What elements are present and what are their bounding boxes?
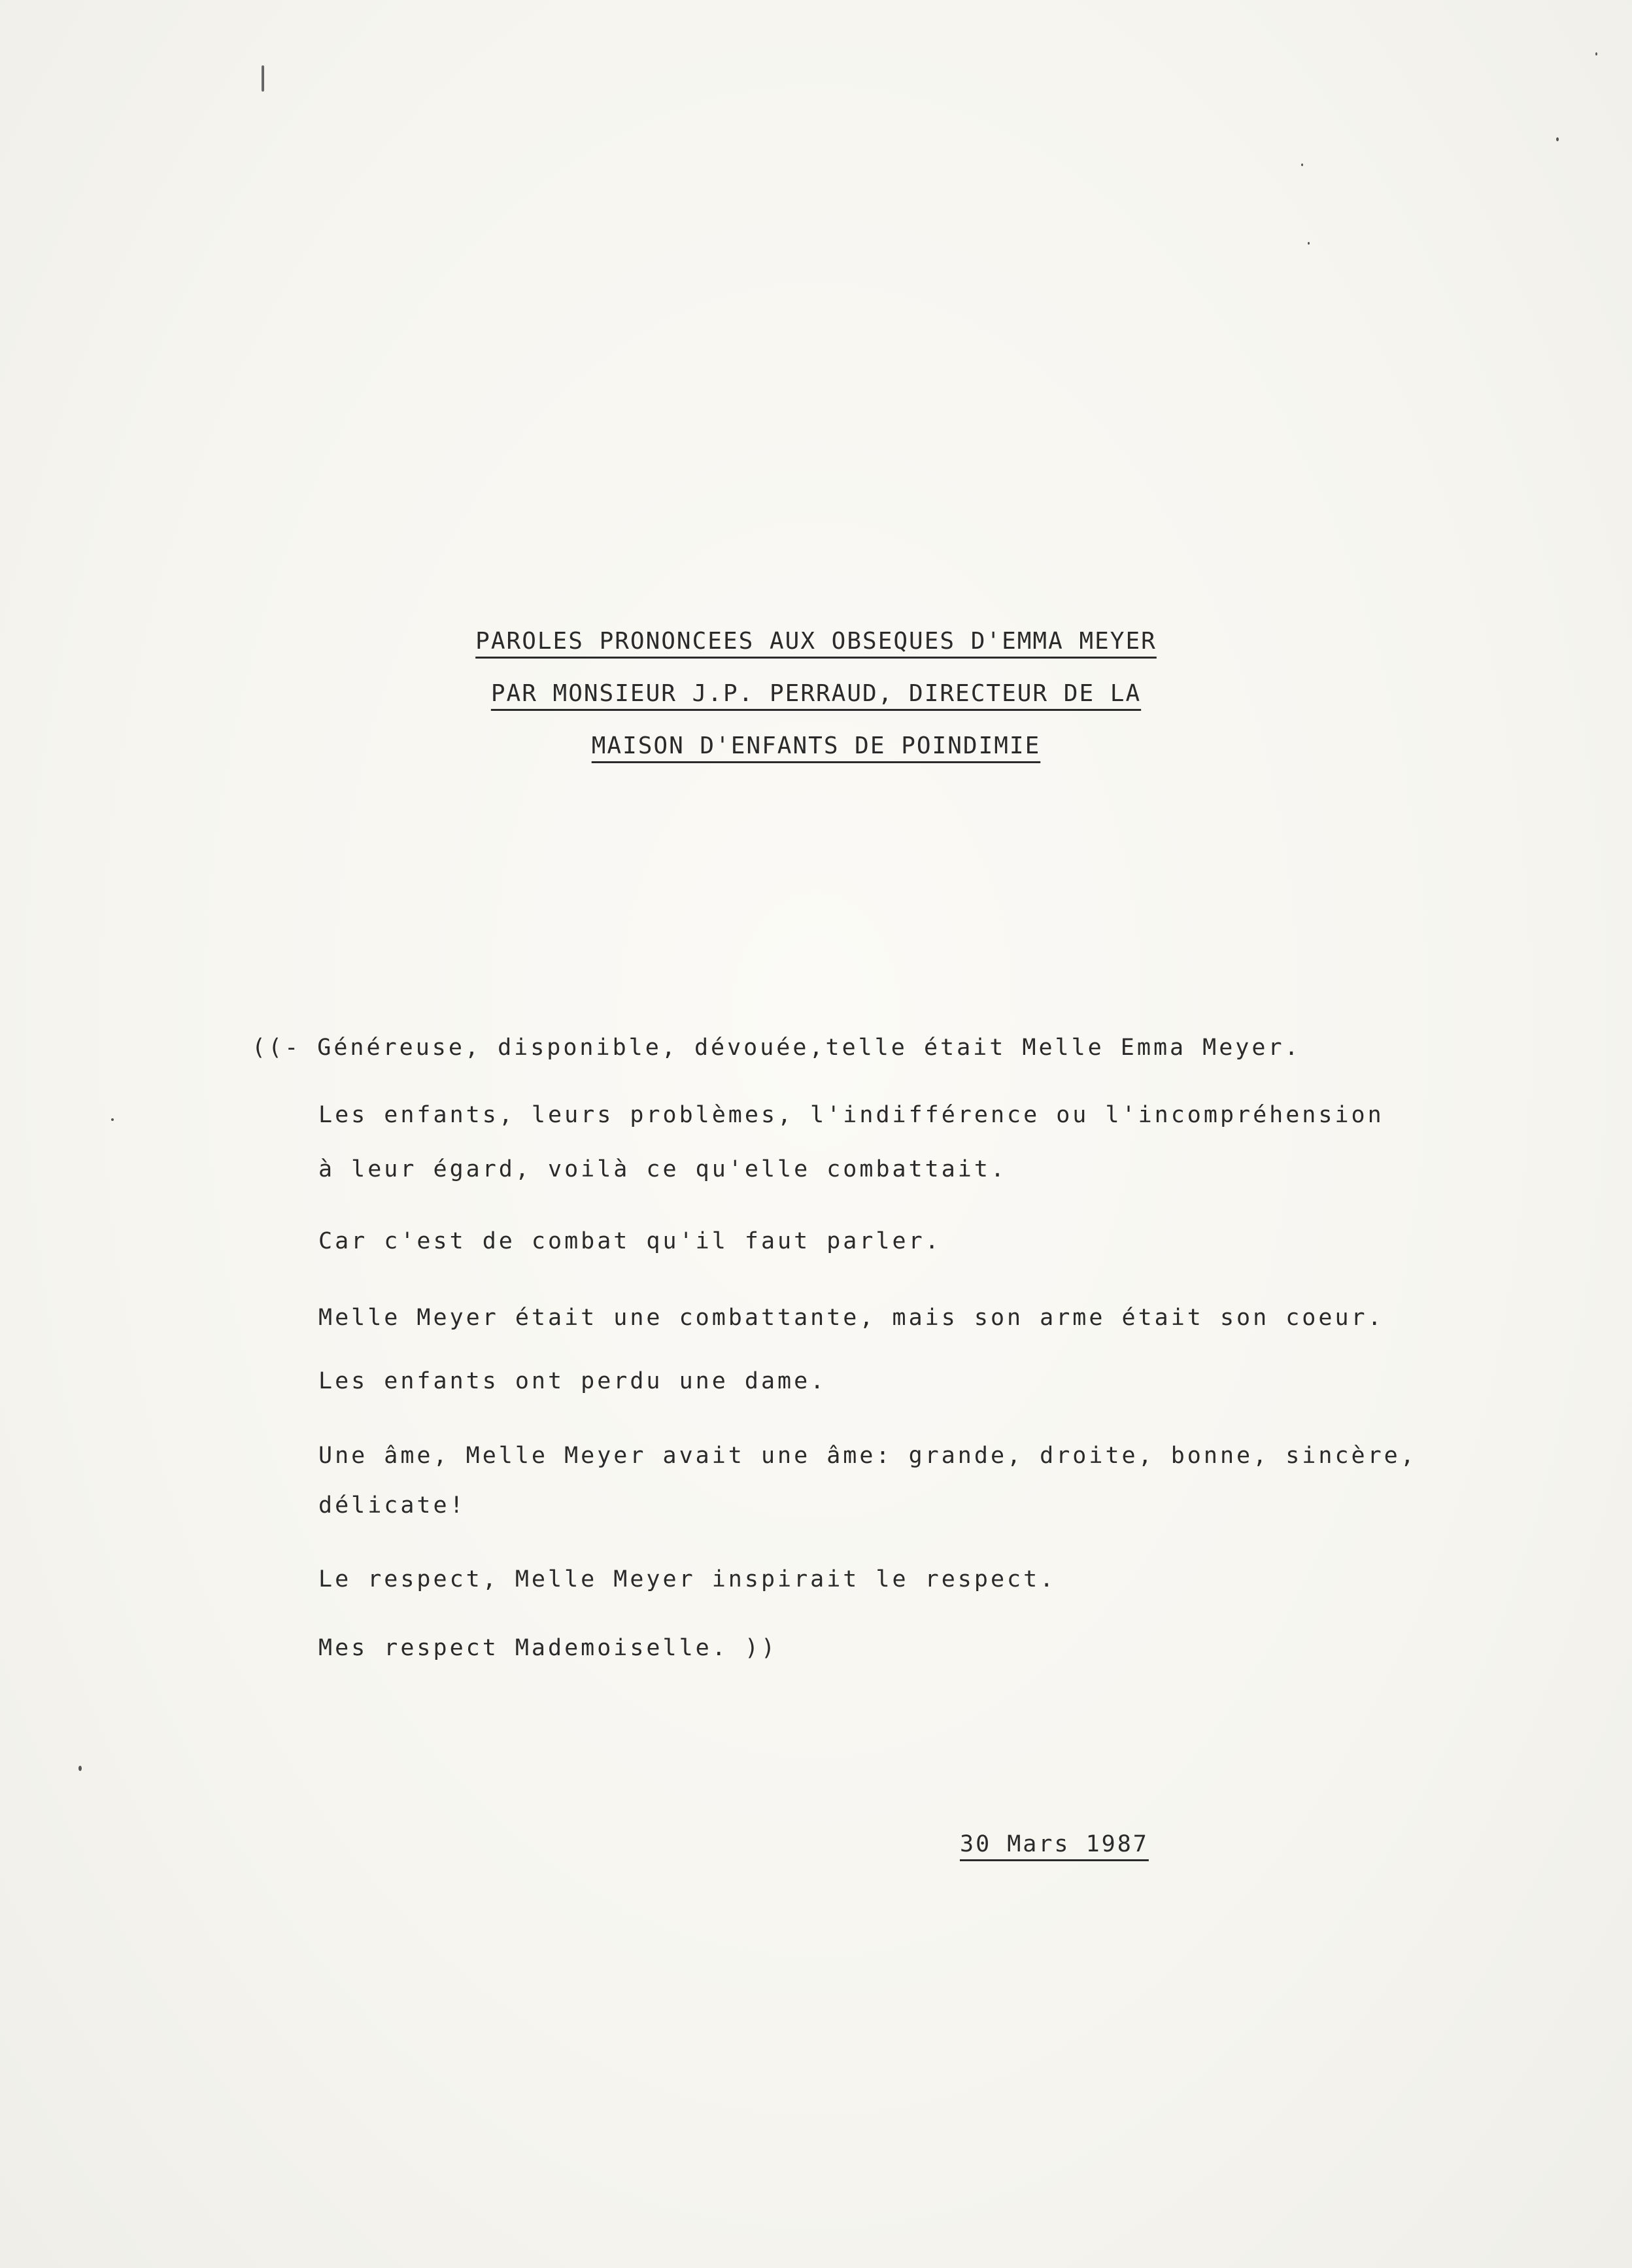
body-line-9: Le respect, Melle Meyer inspirait le respect.	[318, 1566, 1057, 1592]
paper-speck	[1308, 242, 1310, 245]
body-line-3: à leur égard, voilà ce qu'elle combattait.	[318, 1156, 1008, 1182]
title-text-1: PAROLES PRONONCEES AUX OBSEQUES D'EMMA MEYER	[475, 628, 1157, 655]
paper-speck	[111, 1118, 114, 1121]
paper-speck	[1556, 137, 1559, 141]
body-line-4: Car c'est de combat qu'il faut parler.	[318, 1228, 942, 1254]
document-date: 30 Mars 1987	[960, 1831, 1149, 1857]
title-text-2: PAR MONSIEUR J.P. PERRAUD, DIRECTEUR DE LA	[490, 680, 1142, 707]
title-line-1	[0, 628, 1632, 655]
body-line-1: ((- Généreuse, disponible, dévouée,telle était Melle Emma Meyer.	[252, 1035, 1301, 1061]
title-line-3	[0, 732, 1632, 759]
paper-speck	[78, 1766, 82, 1771]
body-line-2: Les enfants, leurs problèmes, l'indifférence ou l'incompréhension	[318, 1102, 1384, 1128]
paper-speck	[1301, 163, 1303, 166]
paper-speck	[262, 65, 264, 92]
body-line-6: Les enfants ont perdu une dame.	[318, 1368, 827, 1394]
body-line-10: Mes respect Mademoiselle. ))	[318, 1635, 778, 1661]
title-text-3: MAISON D'ENFANTS DE POINDIMIE	[591, 732, 1041, 759]
body-line-7: Une âme, Melle Meyer avait une âme: grande, droite, bonne, sincère,	[318, 1443, 1417, 1469]
body-line-5: Melle Meyer était une combattante, mais son arme était son coeur.	[318, 1305, 1384, 1331]
paper-speck	[1595, 52, 1597, 56]
body-line-8: délicate!	[318, 1492, 466, 1519]
title-line-2	[0, 680, 1632, 707]
